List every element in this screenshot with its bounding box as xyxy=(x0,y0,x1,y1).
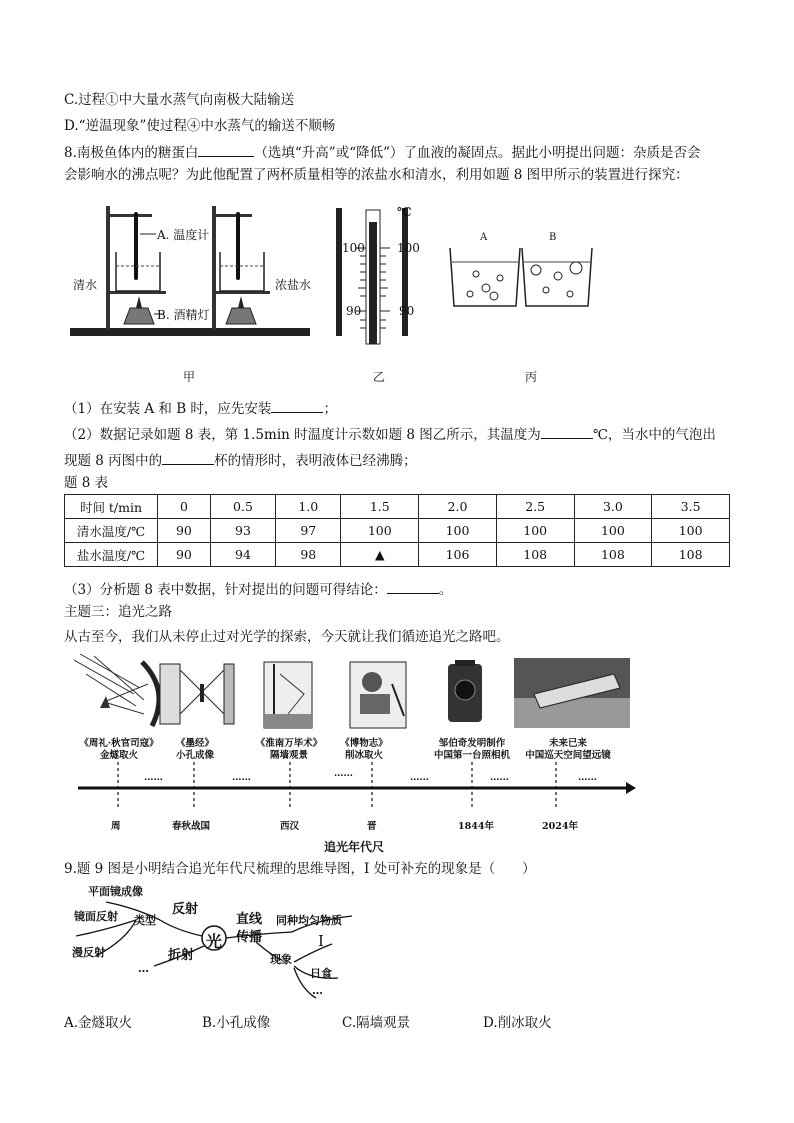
caption-line: 《淮南万毕术》 xyxy=(255,738,323,749)
option-d-line: D.“逆温现象”使过程④中水蒸气的输送不顺畅 xyxy=(64,118,336,134)
telescope-illustration xyxy=(514,658,630,728)
tick-100-right: 100 xyxy=(397,241,420,255)
table-cell: ▲ xyxy=(341,543,419,567)
timeline-dots: …… xyxy=(410,772,429,783)
mindmap-phenomenon: 现象 xyxy=(270,953,292,966)
caption-line: 中国巡天空间望远镜 xyxy=(525,750,611,761)
lamp-label: B. 酒精灯 xyxy=(157,308,210,322)
timeline-title: 追光年代尺 xyxy=(324,840,385,854)
mindmap-plane-mirror: 平面镜成像 xyxy=(88,885,143,898)
thermometer-label: A. 温度计 xyxy=(157,228,210,242)
mindmap-roman-i: I xyxy=(318,932,324,950)
q1-text-b: ； xyxy=(323,401,337,417)
sub-question-2-line-2 xyxy=(64,450,417,470)
mindmap-reflection: 反射 xyxy=(172,902,199,917)
option-c[interactable]: C.隔墙观景 xyxy=(342,1015,411,1031)
q2-text-c: 现题 8 丙图中的 xyxy=(64,453,163,469)
q1-answer-blank[interactable] xyxy=(271,398,323,413)
figure-8-apparatus xyxy=(60,196,600,356)
q1-text-a: （1）在安装 A 和 B 时，应先安装 xyxy=(64,401,272,417)
table-cell: 1.5 xyxy=(341,495,419,519)
table-row xyxy=(65,543,730,567)
mindmap-medium: 同种均匀物质 xyxy=(276,914,342,927)
question-9-stem: 9.题 9 图是小明结合追光年代尺梳理的思维导图，I 处可补充的现象是（ ） xyxy=(64,861,536,877)
tick-90-left: 90 xyxy=(346,304,362,318)
table-cell: 100 xyxy=(496,519,574,543)
q3-text-a: （3）分析题 8 表中数据，针对提出的问题可得结论： xyxy=(64,582,387,598)
water-label: 清水 xyxy=(73,278,98,292)
q2-text-b: ℃，当水中的气泡出 xyxy=(592,427,716,443)
pinhole-illustration xyxy=(160,664,234,724)
caption-line: 未来已来 xyxy=(548,738,587,749)
timeline-dots: …… xyxy=(578,772,597,783)
table-cell: 90 xyxy=(158,543,211,567)
option-d[interactable]: D.削冰取火 xyxy=(483,1015,552,1031)
table-title: 题 8 表 xyxy=(64,475,109,491)
caption-line: 隔墙观景 xyxy=(269,750,308,761)
timeline-caption-6 xyxy=(514,738,622,762)
table-cell: 108 xyxy=(652,543,730,567)
temperature-table xyxy=(64,494,730,567)
sub-question-2-line-1 xyxy=(64,424,716,444)
table-cell: 93 xyxy=(210,519,275,543)
caption-line: 削冰取火 xyxy=(344,750,383,761)
table-cell: 2.0 xyxy=(419,495,497,519)
era-2024: 2024年 xyxy=(542,821,578,832)
table-cell: 盐水温度/℃ xyxy=(65,543,158,567)
q2-text-a: （2）数据记录如题 8 表，第 1.5min 时温度计示数如题 8 图乙所示，其温度为 xyxy=(64,427,541,443)
caption-line: 中国第一台照相机 xyxy=(433,750,510,761)
q2-text-d: 杯的情形时，表明液体已经沸腾； xyxy=(214,453,417,469)
table-cell: 108 xyxy=(496,543,574,567)
table-cell: 100 xyxy=(419,519,497,543)
periscope-illustration xyxy=(264,662,312,728)
q8-answer-blank[interactable] xyxy=(198,142,254,157)
table-cell: 1.0 xyxy=(276,495,341,519)
table-cell: 106 xyxy=(419,543,497,567)
table-cell: 97 xyxy=(276,519,341,543)
era-1844: 1844年 xyxy=(458,821,494,832)
q2-temp-blank[interactable] xyxy=(541,424,593,439)
table-cell: 100 xyxy=(574,519,652,543)
theme-3-title: 主题三：追光之路 xyxy=(64,604,172,620)
table-cell: 0.5 xyxy=(210,495,275,519)
tick-100-left: 100 xyxy=(342,241,365,255)
timeline-caption-3 xyxy=(254,738,324,762)
era-jin: 晋 xyxy=(367,821,377,832)
caption-line: 邹伯奇发明制作 xyxy=(438,738,506,749)
table-cell: 3.5 xyxy=(652,495,730,519)
ice-lens-illustration xyxy=(350,662,406,728)
question-8-line-1 xyxy=(64,142,701,162)
table-cell: 100 xyxy=(341,519,419,543)
q2-beaker-blank[interactable] xyxy=(162,450,214,465)
caption-line: 《墨经》 xyxy=(175,738,214,749)
mindmap-diffuse: 漫反射 xyxy=(72,946,105,959)
mindmap-refraction: 折射 xyxy=(168,948,195,963)
camera-illustration xyxy=(448,660,482,722)
table-cell: 0 xyxy=(158,495,211,519)
option-a[interactable]: A.金燧取火 xyxy=(64,1015,133,1031)
mindmap-dots: … xyxy=(138,962,149,975)
tick-90-right: 90 xyxy=(399,304,415,318)
table-cell: 清水温度/℃ xyxy=(65,519,158,543)
timeline-caption-4 xyxy=(336,738,392,762)
sub-question-3 xyxy=(64,579,452,599)
mindmap-straight: 直线 xyxy=(236,912,263,927)
era-zhou: 周 xyxy=(111,821,121,832)
table-row xyxy=(65,495,730,519)
theme-3-intro: 从古至今，我们从未停止过对光学的探索，今天就让我们循迹追光之路吧。 xyxy=(64,629,510,645)
mindmap-type: 类型 xyxy=(134,914,156,927)
sub-question-1 xyxy=(64,398,337,418)
beaker-b-label: B xyxy=(549,232,557,243)
timeline-dots: …… xyxy=(334,768,353,779)
timeline-caption-2 xyxy=(168,738,222,762)
burning-mirror-illustration xyxy=(74,654,159,726)
timeline-axis xyxy=(74,760,636,820)
question-8-line-2: 会影响水的沸点呢？为此他配置了两杯质量相等的浓盐水和清水，利用如题 8 图甲所示的装置进行探究： xyxy=(64,167,689,183)
table-cell: 时间 t/min xyxy=(65,495,158,519)
timeline-caption-1 xyxy=(78,738,160,762)
table-cell: 94 xyxy=(210,543,275,567)
timeline-illustrations xyxy=(74,654,634,736)
q3-answer-blank[interactable] xyxy=(387,579,439,594)
table-cell: 98 xyxy=(276,543,341,567)
figure-bing-caption: 丙 xyxy=(525,370,538,384)
timeline-caption-5 xyxy=(426,738,518,762)
caption-line: 《博物志》 xyxy=(340,738,388,749)
mindmap-center: 光 xyxy=(206,932,223,951)
salt-water-label: 浓盐水 xyxy=(275,278,312,292)
mindmap-eclipse: 日食 xyxy=(310,967,332,980)
mindmap-propagation: 传播 xyxy=(236,930,263,945)
caption-line: 金燧取火 xyxy=(99,750,138,761)
table-cell: 2.5 xyxy=(496,495,574,519)
table-cell: 3.0 xyxy=(574,495,652,519)
beaker-a-label: A xyxy=(480,232,488,243)
figure-jia-caption: 甲 xyxy=(183,370,196,384)
mindmap-mirror-reflection: 镜面反射 xyxy=(74,910,118,923)
q8-text-a: 8.南极鱼体内的糖蛋白 xyxy=(64,145,199,161)
era-xihan: 西汉 xyxy=(280,821,300,832)
option-c-line: C.过程①中大量水蒸气向南极大陆输送 xyxy=(64,92,295,108)
temp-unit: ℃ xyxy=(397,205,412,219)
caption-line: 小孔成像 xyxy=(175,750,214,761)
timeline-dots: …… xyxy=(144,772,163,783)
table-row xyxy=(65,519,730,543)
table-cell: 108 xyxy=(574,543,652,567)
mindmap-dots: … xyxy=(312,984,323,997)
caption-line: 《周礼·秋官司寇》 xyxy=(79,738,159,749)
option-b[interactable]: B.小孔成像 xyxy=(202,1015,271,1031)
q8-text-b: （选填“升高”或“降低”）了血液的凝固点。据此小明提出问题：杂质是否会 xyxy=(254,145,701,161)
timeline-dots: …… xyxy=(232,772,251,783)
q3-text-b: 。 xyxy=(438,582,453,598)
era-chunqiu: 春秋战国 xyxy=(172,821,211,832)
table-cell: 100 xyxy=(652,519,730,543)
timeline-dots: …… xyxy=(490,772,509,783)
figure-yi-caption: 乙 xyxy=(373,370,386,384)
table-cell: 90 xyxy=(158,519,211,543)
